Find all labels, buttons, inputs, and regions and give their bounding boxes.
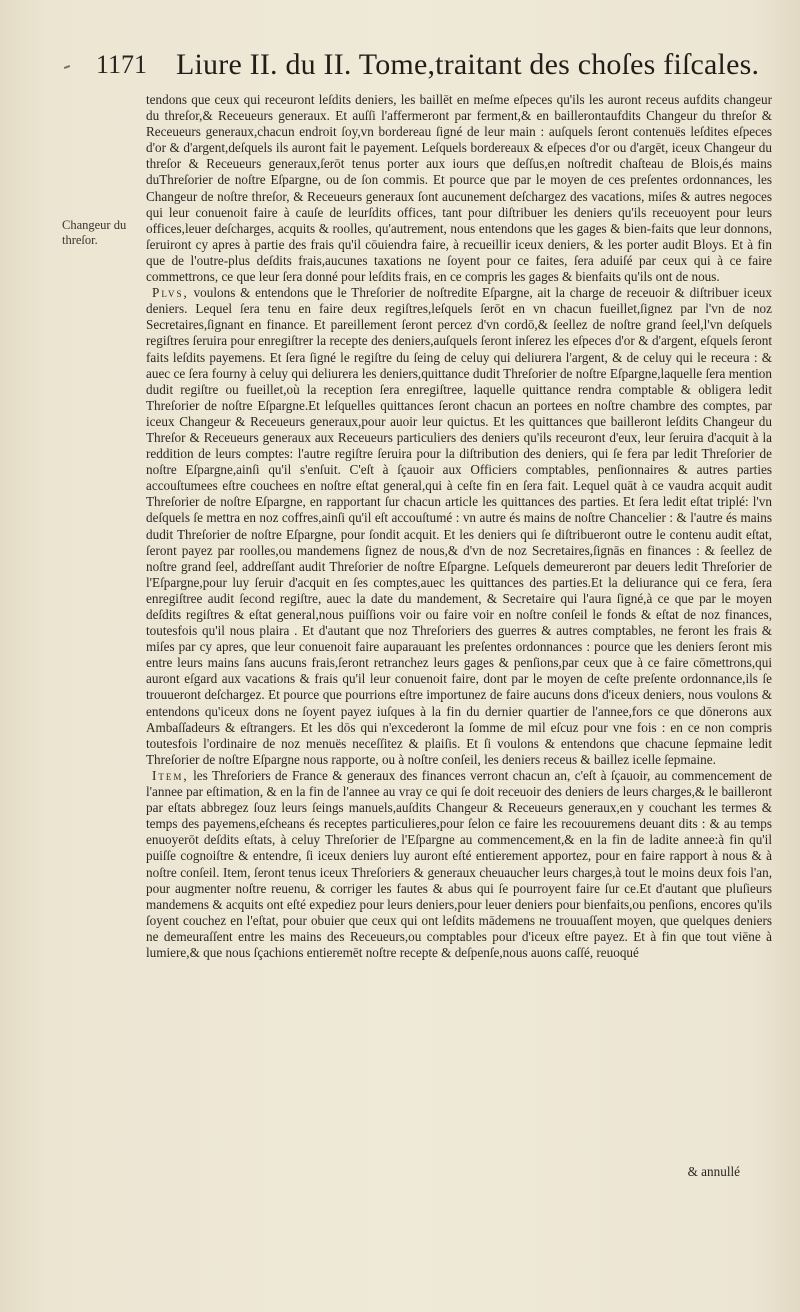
paragraph-2-text: voulons & entendons que le Threſorier de noſtredite Eſpargne, ait la charge de receuoir & diſtribuer iceux deniers. Lequel ſera tenu en faire deux regiſtres,leſquels ſerōt en vn chacun fueillet,ſignez par l'vn de noz Secretaires,ſignant en finance. Et pareillement ſeront percez d'vn cordō,& ſeellez de noſtre grand ſeel,l'vn deſquels regiſtres ſeruira pour enregiſtrer la recepte des deniers,auſquels ſeront inſerez les eſpeces d'or & d'argent, eſquels ſeront faits leſdits payemens. Et ſera ſigné le regiſtre du ſeing de celuy qui deliurera l'argent, & de celuy qui le receura : & auec ce ſera fourny à celuy qui deliurera les deniers,quittance dudit Threſorier de noſtre Eſpargne,laquelle ſera mention dudit regiſtre ou fueillet,où la reception ſera enregiſtree, laquelle quittance rendra comptable & obligera ledit Threſorier de noſtre Eſpargne.Et leſquelles quittances ſeront chacun an portees en noſtre chambre des comptes, par iceux Changeur & Receueurs generaux,pour auoir leur quictus. Et les quittances que bailleront leſdits Changeur du Threſor & Receueurs generaux aux Receueurs particuliers des deniers qu'ils receuront d'eux, leur ſeruira d'acquit à la reddition de leurs comptes: l'autre regiſtre ſeruira pour la diſtribution des deniers, qui ſe fera par ledit Threſorier de noſtre Eſpargne,ainſi qu'il s'enſuit. C'eſt à ſçauoir aux Officiers comptables, penſionnaires & autres parties accouſtumees eſtre couchees en noſtre eſtat general,qui à ceſte fin en ſera fait. Lequel quāt à ce vaudra acquit audit Threſorier de noſtre Eſpargne, en rapportant ſur chacun article les quittances des parties. Et ſera ledit eſtat triplé: l'vn deſquels ſe mettra en noz coffres,ainſi qu'il eſt accouſtumé : vn autre és mains de noſtre Chancelier : & l'autre és mains dudit Threſorier de noſtre Eſpargne, pour ſondit acquit. Et les deniers qui ſe diſtribueront outre le contenu audit eſtat, ſeront payez par roolles,ou mandemens ſignez de nous,& d'vn de noz Secretaires,ſignās en finances : & ſeellez de noſtre grand ſeel, addreſſant audit Threſorier de noſtre Eſpargne. Leſquels demeureront par deuers ledit Threſorier de l'Eſpargne,pour luy ſeruir d'acquit en ſes comptes,auec les quittances des parties.Et la deliurance qui ce fera, ſera enregiſtree audit ſecond regiſtre, auec la date du mandement, & Secretaire qui l'aura ſigné,à ce que par le moyen deſdits regiſtres & eſtat general,nous puiſſions voir ou faire voir en noſtre conſeil le fonds & eſtat de noz finances, toutesfois qu'il nous plaira . Et d'autant que noz Threſoriers des guerres & autres comptables, ne feront les frais & miſes par cy apres, que leur conuenoit faire auparauant les preſentes ordonnances : pource que les deniers ſeront mis entre leurs mains ſans aucuns frais,ſeront retranchez leurs gages & penſions,par ceux que à ce faire cōmettrons,qui auront eſgard aux vacations & frais qu'il leur conuenoit faire, dont par le moyen de ceſte preſente ordonnance,ils ſe trouueront deſchargez. Et pource que pourrions eſtre importunez de faire aucuns dons d'iceux deniers, nous voulons & entendons qu'iceux dons ne ſoyent payez iuſques à la fin du dernier quartier de l'annee,fors ce que dōnerons aux Ambaſſadeurs & eſtrangers. Et les dōs qui n'excederont la ſomme de mil eſcuz pour vne fois : en ce non compris toutesfois l'ordinaire de noz menuës neceſſitez & plaiſis. Et ſi voulons & entendons que chacune ſepmaine ledit Threſorier de noſtre Eſpargne nous rapporte, ou à noſtre conſeil, les deniers receus & baillez icelle ſepmaine.	[146, 285, 772, 767]
paragraph-2	[146, 285, 772, 768]
body-text	[146, 92, 772, 961]
paragraph-1	[146, 92, 772, 285]
paragraph-2-lead: Plvs,	[152, 285, 189, 301]
paragraph-3-lead: Item,	[152, 767, 189, 783]
paragraph-1-text: tendons que ceux qui receuront leſdits deniers, les baillēt en meſme eſpeces qu'ils les auront receus aufdits changeur du threſor,& Receueurs generaux. Et auſſi l'affermeront par ferment,& en baillerontaufdits Changeur du threſor & Receueurs generaux,chacun endroit ſoy,vn bordereau ſigné de leur main : auſquels ſeront contenuës leſdites eſpeces d'or & d'argent,deſquels ils auront fait le payement. Leſquels bordereaux & eſpeces d'or ou d'argēt, iceux Changeur du threſor & Receueurs generaux,ſerōt tenus porter aux iours que deſſus,en noſtredit chaſteau de Blois,és mains duThreſorier de noſtre Eſpargne, ou de ſon commis. Et pource que par le moyen de ces preſentes ordonnances, les Changeur de noſtre threſor, & Receueurs generaux ſont aucunement deſchargez des vacations, miſes & autres negoces qui leur conuenoit faire à cauſe de leurſdits offices, tant pour diſtribuer les deniers qu'ils receuoyent pour leurs offices,leuer deſcharges, acquits & roolles, qu'autrement, nous entendons que les gages & bien-faits que leur donnons, ſeruiront cy apres à partie des frais qu'il cōuiendra faire, à recueillir iceux deniers, & les porter audit Bloys. Et à fin que de l'outre-plus deſdits frais,aucunes taxations ne ſoyent pour ce faites, ſera aduiſé par ceux qui à ce faire commettrons, ce que leur ſera donné pour leſdits frais, en ce compris les gages & bienfaits qu'ils ont de nous.	[146, 92, 772, 285]
margin-note: Changeur du threſor.	[62, 218, 127, 247]
page-number: 1171	[96, 50, 148, 79]
catchword: & annullé	[687, 1164, 740, 1179]
paragraph-3-text: les Threſoriers de France & generaux des finances verront chacun an, c'eſt à ſçauoir, au commencement de l'annee par eſtimation, & en la fin de l'annee au vray ce qui ſe doit receuoir des deniers de leurs charges,& le bailleront par eſtats abbregez ſouz leurs ſeings manuels,auſdits Changeur & Receueurs generaux,en y couchant les termes & temps des payemens,eſcheans és receptes particulieres,pour ſelon ce faire les recouuremens deuant dits : & au temps enuoyerōt deſdits eſtats, à celuy Threſorier de l'Eſpargne au commencement,& en la fin de ladite annee:à fin qu'il puiſſe cognoiſtre & entendre, ſi iceux deniers luy auront eſté entierement apportez, pour en faire rapport à nous & à noſtre conſeil. Item, ſeront tenus iceux Threſoriers & generaux cheuaucher leurs charges,à tout le moins deux fois l'an, pour augmenter noſtre reuenu, & corriger les fautes & abus qui ſe pourroyent faire ſur ce.Et d'autant que pluſieurs mandemens & acquits ont eſté expediez pour leurs deniers,pour leuer deniers pour bienfaits,ou penſions, encores qu'ils ſoyent couchez en l'eſtat, pour obuier que ceux qui ont leſdits mādemens ne trouuaſſent moyen, que quelques deniers ne demeuraſſent entre les mains des Receueurs,ou comptables pour d'iceux eſtre payez. Et à fin que tout viēne à lumiere,& que nous ſçachions entieremēt noſtre recepte & deſpenſe,nous auons caſſé, reuoqué	[146, 767, 772, 960]
running-head: Liure II. du II. Tome,traitant des choſes fiſcales.	[176, 48, 760, 81]
paragraph-3	[146, 768, 772, 961]
ink-mark	[64, 65, 70, 69]
